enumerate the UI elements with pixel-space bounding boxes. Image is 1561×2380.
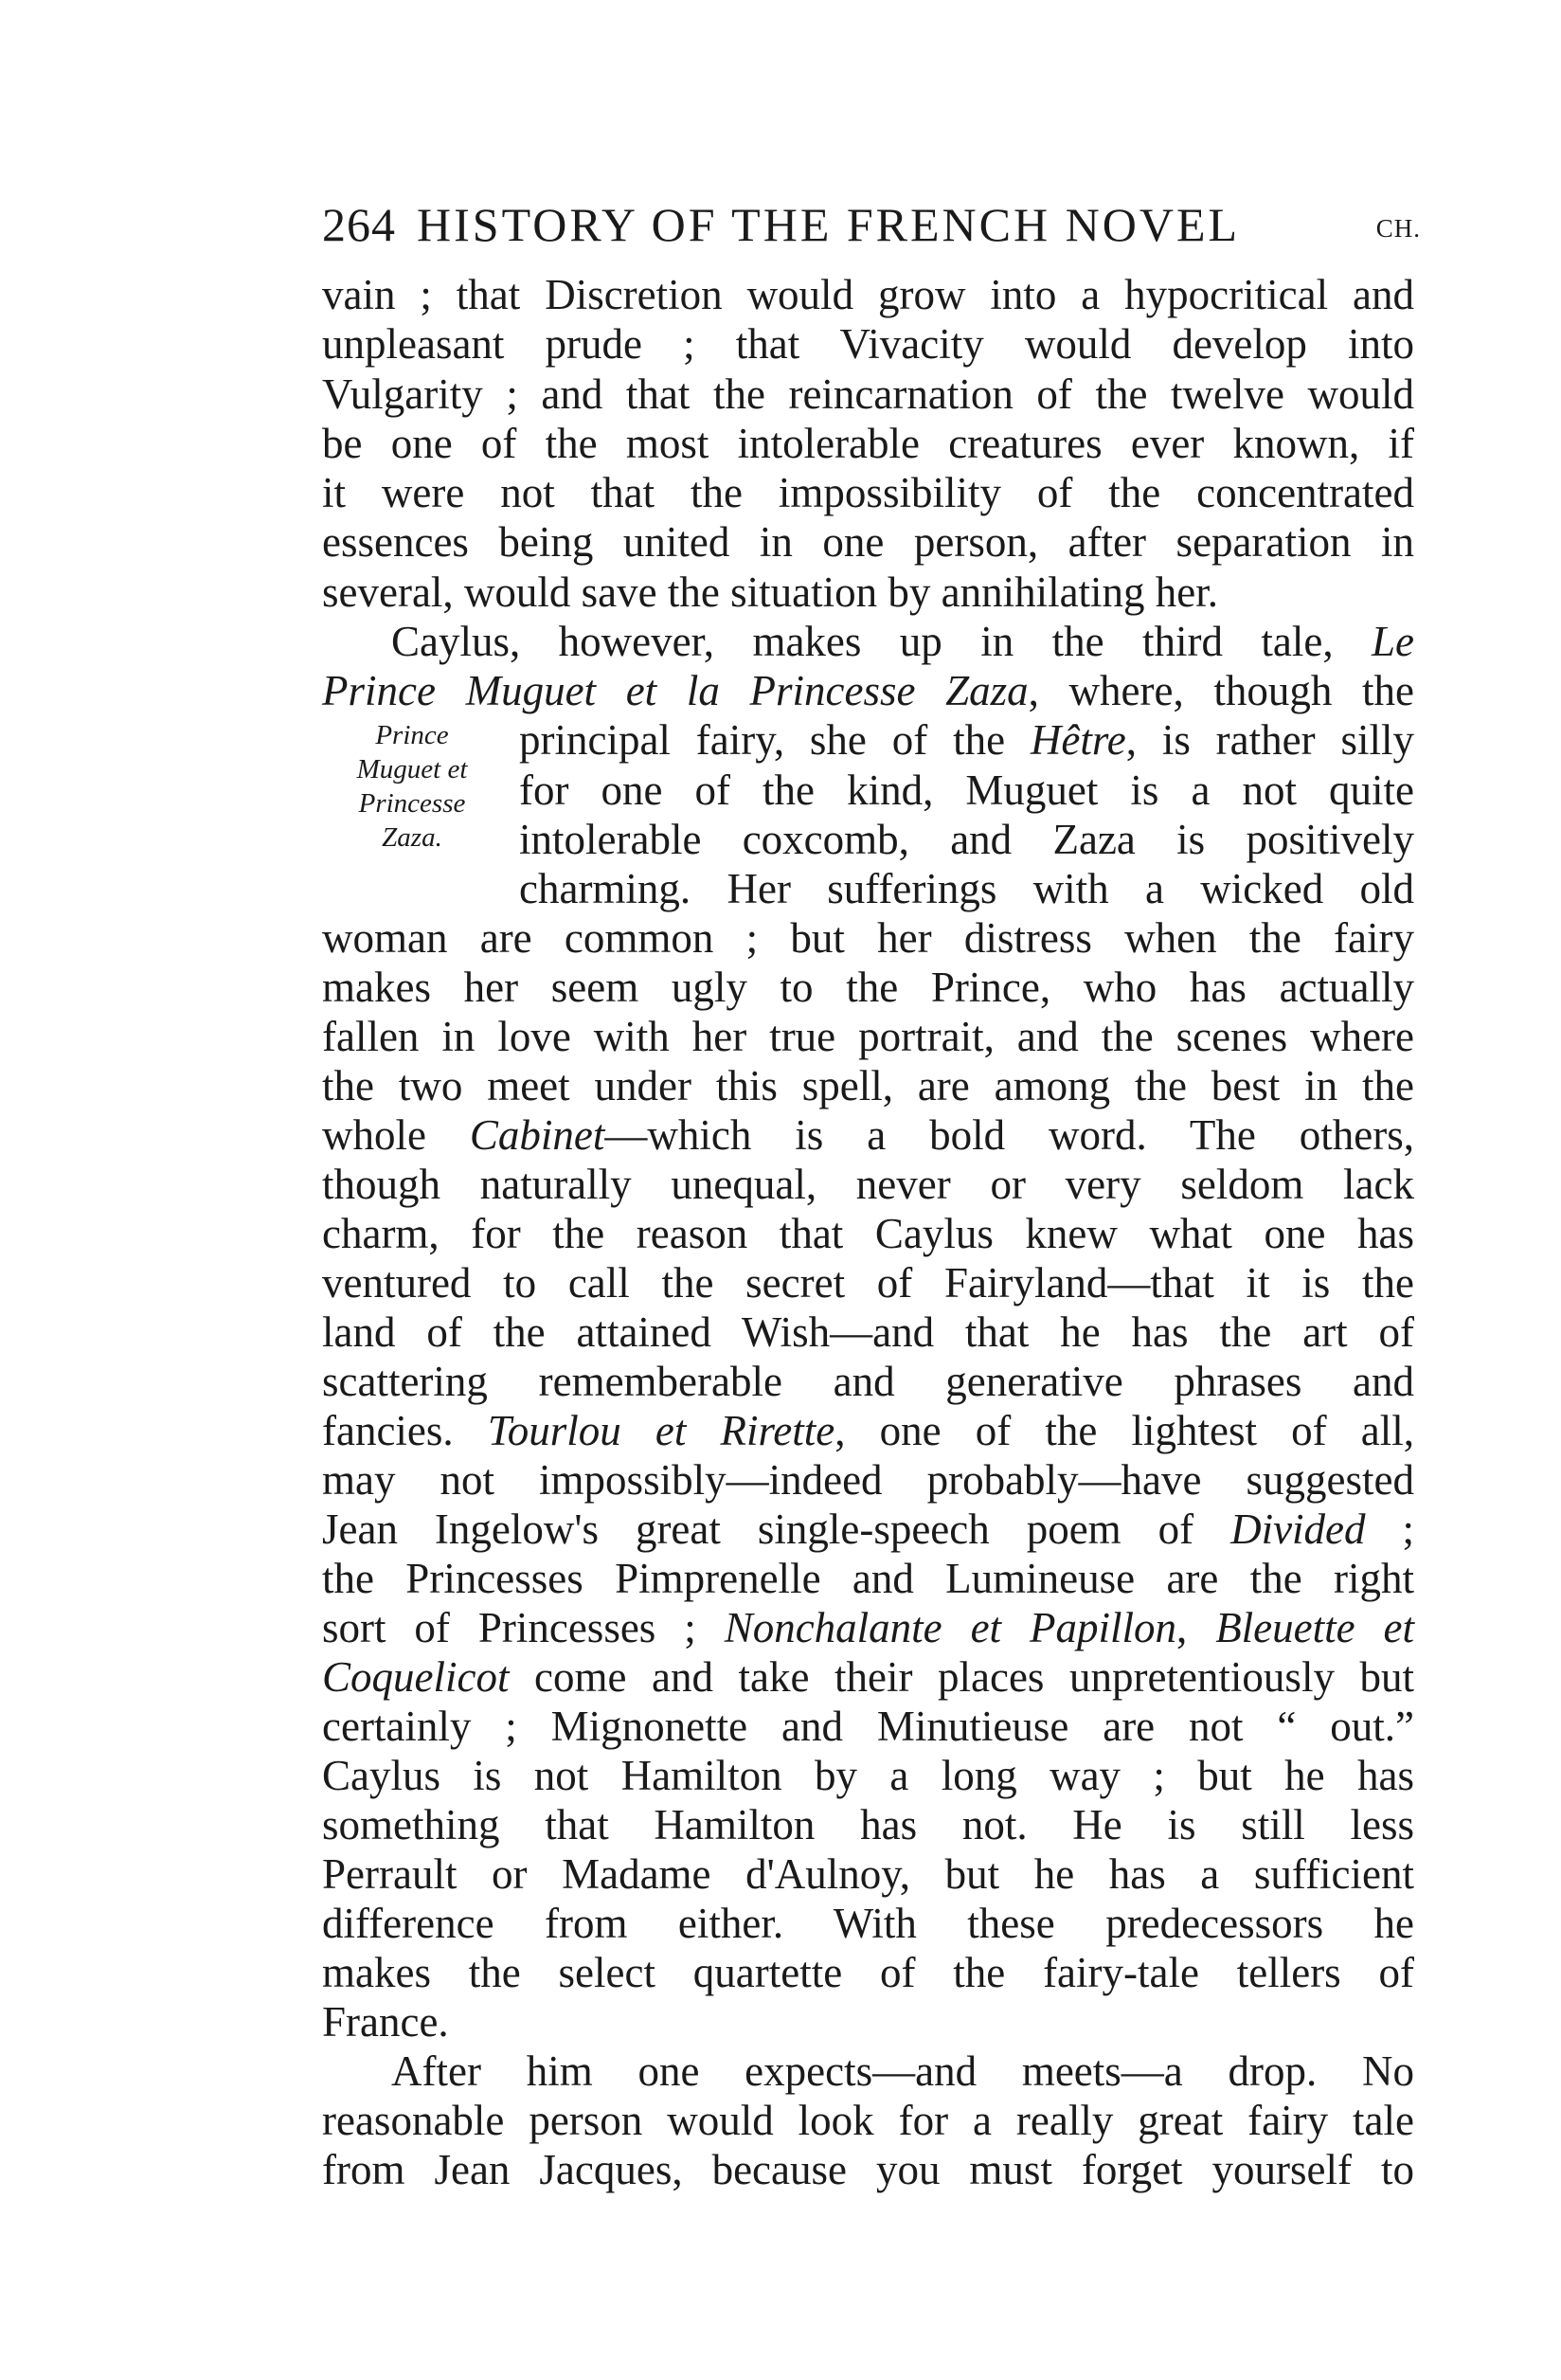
text-line: After him one expects—and meets—a drop. No bbox=[391, 2047, 1414, 2095]
text-line: from Jean Jacques, because you must forget yourself to bbox=[322, 2146, 1414, 2193]
text-line: vain ; that Discretion would grow into a hypocritical and bbox=[322, 271, 1414, 318]
text-run: sort of Princesses ; bbox=[322, 1604, 725, 1651]
text-run: —which is a bold word. The others, bbox=[604, 1111, 1414, 1159]
italic-title: Divided bbox=[1230, 1506, 1366, 1553]
text-line: France. bbox=[322, 1998, 449, 2046]
text-line: intolerable coxcomb, and Zaza is positively bbox=[519, 816, 1414, 863]
text-line: land of the attained Wish—and that he has the art of bbox=[322, 1308, 1414, 1356]
text-run: ; bbox=[1365, 1506, 1414, 1553]
text-line: reasonable person would look for a really great fairy tale bbox=[322, 2097, 1414, 2144]
text-line: certainly ; Mignonette and Minutieuse are not “ out.” bbox=[322, 1703, 1414, 1750]
italic-title: Hêtre bbox=[1030, 716, 1126, 764]
text-run: come and take their places unpretentiously but bbox=[509, 1653, 1414, 1701]
margin-note-line: Muguet et bbox=[356, 754, 468, 784]
text-line: unpleasant prude ; that Vivacity would develop into bbox=[322, 320, 1414, 368]
text-line bbox=[322, 1110, 1414, 1160]
text-line: several, would save the situation by annihilating her. bbox=[322, 568, 1219, 616]
text-run: Jean Ingelow's great single-speech poem of bbox=[322, 1506, 1231, 1553]
text-line bbox=[322, 1603, 1414, 1652]
text-line: the two meet under this spell, are among the best in the bbox=[322, 1062, 1414, 1109]
text-line: may not impossibly—indeed probably—have suggested bbox=[322, 1456, 1414, 1504]
text-line bbox=[391, 617, 1414, 666]
margin-note-line: Princesse bbox=[358, 788, 466, 819]
italic-title: Nonchalante et Papillon bbox=[724, 1604, 1176, 1651]
text-line: fallen in love with her true portrait, and the scenes where bbox=[322, 1013, 1414, 1060]
text-line: makes her seem ugly to the Prince, who has actually bbox=[322, 964, 1414, 1011]
text-line: be one of the most intolerable creatures ever known, if bbox=[322, 420, 1414, 467]
text-line bbox=[322, 1652, 1414, 1702]
text-line: woman are common ; but her distress when the fairy bbox=[322, 914, 1414, 962]
text-run: , one of the lightest of all, bbox=[834, 1407, 1414, 1454]
text-line: Caylus is not Hamilton by a long way ; but he has bbox=[322, 1752, 1414, 1799]
margin-note-line: Prince bbox=[375, 720, 449, 750]
text-run: , bbox=[1176, 1604, 1216, 1651]
text-run: , is rather silly bbox=[1125, 716, 1414, 764]
text-run: whole bbox=[322, 1111, 470, 1159]
italic-title: Bleuette et bbox=[1215, 1604, 1415, 1651]
italic-title: Le bbox=[1372, 618, 1414, 665]
text-run: principal fairy, she of the bbox=[519, 716, 1031, 764]
text-line: it were not that the impossibility of the concentrated bbox=[322, 469, 1414, 516]
text-run: fancies. bbox=[322, 1407, 488, 1454]
text-line bbox=[322, 1505, 1414, 1554]
text-line: something that Hamilton has not. He is still less bbox=[322, 1801, 1414, 1848]
italic-title: Tourlou et Rirette bbox=[487, 1407, 835, 1454]
margin-note-line: Zaza. bbox=[382, 822, 442, 853]
text-run: , where, though the bbox=[1028, 667, 1414, 714]
text-line: Vulgarity ; and that the reincarnation of the twelve would bbox=[322, 370, 1414, 418]
text-line: Perrault or Madame d'Aulnoy, but he has a sufficient bbox=[322, 1850, 1414, 1898]
page-number: 264 bbox=[322, 198, 396, 251]
text-line: essences being united in one person, after separation in bbox=[322, 518, 1414, 566]
text-line: difference from either. With these predecessors he bbox=[322, 1900, 1414, 1947]
running-header bbox=[322, 189, 1421, 258]
margin-note bbox=[336, 718, 488, 855]
text-line: charm, for the reason that Caylus knew what one has bbox=[322, 1210, 1414, 1257]
italic-title: Cabinet bbox=[469, 1111, 605, 1159]
text-line bbox=[322, 1406, 1414, 1455]
text-line bbox=[519, 715, 1414, 765]
text-line: ventured to call the secret of Fairyland—that it is the bbox=[322, 1259, 1414, 1307]
text-line: charming. Her sufferings with a wicked old bbox=[519, 865, 1414, 912]
text-line bbox=[322, 666, 1414, 715]
text-line: scattering rememberable and generative phrases and bbox=[322, 1358, 1414, 1405]
text-line: makes the select quartette of the fairy-tale tellers of bbox=[322, 1949, 1414, 1996]
text-line: the Princesses Pimprenelle and Lumineuse are the right bbox=[322, 1555, 1414, 1602]
italic-title: Prince Muguet et la Princesse Zaza bbox=[322, 667, 1029, 714]
italic-title: Coquelicot bbox=[322, 1653, 510, 1701]
text-line: for one of the kind, Muguet is a not quite bbox=[519, 766, 1414, 814]
text-run: Caylus, however, makes up in the third tale, bbox=[391, 618, 1372, 665]
running-title: HISTORY OF THE FRENCH NOVEL bbox=[417, 198, 1241, 251]
text-line: though naturally unequal, never or very seldom lack bbox=[322, 1161, 1414, 1208]
chapter-mark: CH. bbox=[1375, 214, 1421, 243]
